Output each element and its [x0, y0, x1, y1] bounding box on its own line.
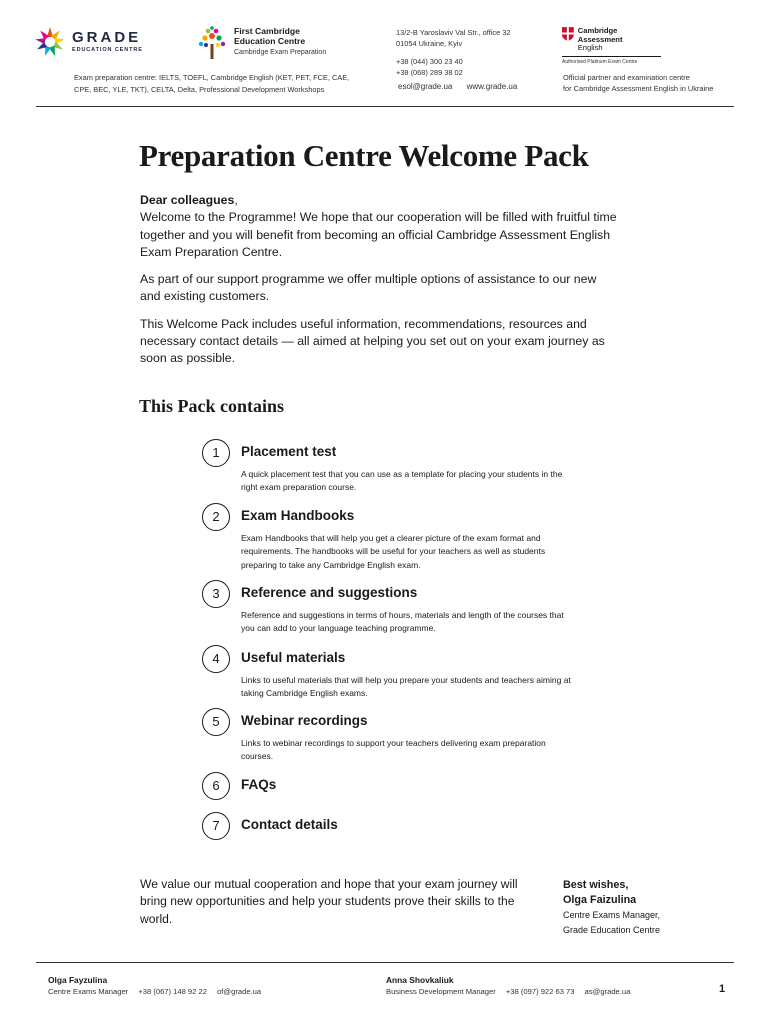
first-cambridge-logo — [196, 26, 326, 60]
footer-contact-email[interactable]: of@grade.ua — [217, 987, 262, 996]
exam-centre-description — [74, 72, 374, 95]
item-description: Links to useful materials that will help you prepare your students and teachers aiming at taking Cambridge English exams. — [241, 675, 571, 699]
address-line: 13/2-B Yaroslaviv Val Str., office 32 — [396, 28, 511, 37]
footer-contact-phone: +38 (067) 148 92 22 — [138, 987, 207, 996]
footer-divider — [36, 962, 734, 963]
address-block — [396, 28, 510, 49]
intro-section — [140, 192, 620, 378]
cambridge-divider — [562, 56, 661, 57]
item-description: Exam Handbooks that will help you get a clearer picture of the exam format and requirements. The handbooks will be useful for your teachers as well as students preparing to take any Cambridge English exam. — [241, 533, 546, 570]
fc-title-line2: Education Centre — [234, 36, 306, 46]
item-number-badge: 1 — [202, 439, 230, 467]
signature-role: Centre Exams Manager, — [563, 910, 661, 920]
sun-star-icon — [34, 26, 66, 58]
exam-centre-line: Exam preparation centre: IELTS, TOEFL, Cambridge English (KET, PET, FCE, CAE, — [74, 73, 350, 82]
item-number-badge: 5 — [202, 708, 230, 736]
contact-links — [398, 82, 517, 91]
grade-tagline: EDUCATION CENTRE — [72, 47, 143, 53]
item-number-badge: 3 — [202, 580, 230, 608]
item-description: A quick placement test that you can use as a template for placing your students in the right exam preparation course. — [241, 469, 563, 493]
footer-contact-left — [48, 975, 261, 997]
footer-contact-name: Anna Shovkaliuk — [386, 975, 454, 985]
item-description: Reference and suggestions in terms of hours, materials and length of the courses that you can add to your language teaching programme. — [241, 610, 564, 634]
signature-organisation: Grade Education Centre — [563, 924, 661, 935]
item-title: Exam Handbooks — [241, 508, 355, 523]
footer-contact-right — [386, 975, 630, 997]
item-title: FAQs — [241, 777, 277, 792]
item-number-badge: 6 — [202, 772, 230, 800]
item-title: Reference and suggestions — [241, 585, 418, 600]
greeting: Dear colleagues — [140, 193, 235, 207]
address-line: 01054 Ukraine, Kyiv — [396, 38, 463, 48]
footer-contact-name: Olga Fayzulina — [48, 975, 108, 985]
signature-wishes: Best wishes, — [563, 879, 629, 891]
partner-line: for Cambridge Assessment English in Ukraine — [563, 84, 714, 93]
signature-name: Olga Faizulina — [563, 893, 637, 906]
fc-subtitle: Cambridge Exam Preparation — [234, 49, 327, 56]
cambridge-authorised-label: Authorised Platinum Exam Centre — [562, 58, 638, 65]
fc-title-line1: First Cambridge — [234, 26, 300, 36]
cambridge-name-line2: English — [577, 43, 603, 52]
exam-centre-line: CPE, BEC, YLE, TKT), CELTA, Delta, Professional Development Workshops — [74, 84, 325, 94]
grade-wordmark: GRADE — [72, 29, 142, 46]
closing-paragraph: We value our mutual cooperation and hope that your exam journey will bring new opportunities and help your students prove their skills to the world. — [140, 877, 518, 926]
cambridge-shield-icon — [562, 27, 574, 41]
phone-number: +38 (068) 289 38 02 — [396, 67, 463, 77]
intro-paragraph: As part of our support programme we offer multiple options of assistance to our new and existing customers. — [140, 272, 597, 304]
item-number-badge: 2 — [202, 503, 230, 531]
tree-icon — [196, 26, 228, 60]
grade-logo — [34, 26, 143, 58]
page-number: 1 — [719, 983, 726, 995]
signature-block — [563, 878, 660, 937]
intro-paragraph: Welcome to the Programme! We hope that our cooperation will be filled with fruitful time together and you will benefit from becoming an official Cambridge Assessment English Exam Preparation Centre. — [140, 210, 617, 259]
cambridge-name-line1: Cambridge Assessment — [577, 26, 623, 44]
item-title: Webinar recordings — [241, 713, 368, 728]
phone-number: +38 (044) 300 23 40 — [396, 57, 463, 66]
item-number-badge: 4 — [202, 645, 230, 673]
item-title: Useful materials — [241, 650, 346, 665]
partner-line: Official partner and examination centre — [563, 73, 690, 82]
item-number-badge: 7 — [202, 812, 230, 840]
letterhead — [0, 0, 768, 106]
phone-block — [396, 57, 463, 78]
pack-contents-heading: This Pack contains — [139, 396, 285, 416]
item-title: Contact details — [241, 817, 338, 832]
partner-description — [563, 72, 713, 94]
page-title: Preparation Centre Welcome Pack — [139, 138, 589, 173]
footer-contact-role: Centre Exams Manager — [48, 987, 129, 996]
cambridge-assessment-logo — [562, 27, 662, 65]
item-description: Links to webinar recordings to support your teachers delivering exam preparation courses. — [241, 738, 546, 762]
footer-contact-email[interactable]: as@grade.ua — [584, 987, 631, 996]
email-link[interactable]: esol@grade.ua — [398, 82, 453, 91]
footer-contact-phone: +38 (097) 922 63 73 — [505, 987, 575, 996]
intro-paragraph: This Welcome Pack includes useful information, recommendations, resources and necessary contact details — all aimed at helping you set out on your exam journey as soon as possible. — [140, 316, 605, 366]
greeting-punctuation: , — [234, 193, 238, 207]
website-link[interactable]: www.grade.ua — [466, 82, 518, 91]
item-title: Placement test — [241, 444, 337, 459]
header-divider — [36, 106, 734, 107]
footer-contact-role: Business Development Manager — [386, 987, 496, 996]
